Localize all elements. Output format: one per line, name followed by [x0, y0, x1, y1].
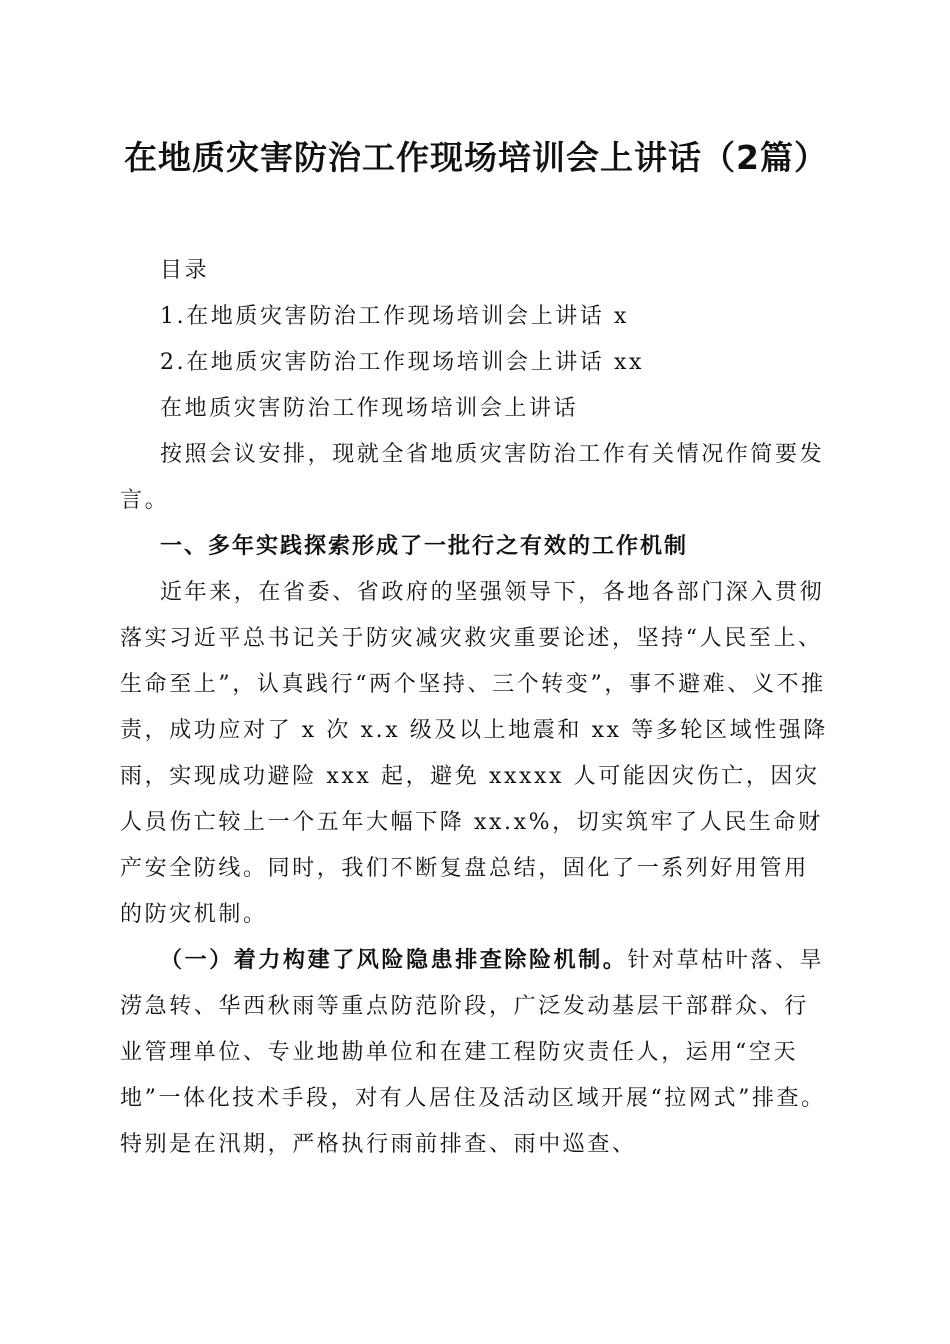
section-1-heading: 一、多年实践探索形成了一批行之有效的工作机制	[160, 534, 689, 559]
toc-item-2: 2.在地质灾害防治工作现场培训会上讲话 xx	[160, 350, 644, 375]
subsection-1-lead: （一）着力构建了风险隐患排查除险机制。	[160, 948, 628, 973]
speech-title: 在地质灾害防治工作现场培训会上讲话	[160, 396, 579, 421]
document-title: 在地质灾害防治工作现场培训会上讲话（2篇）	[124, 138, 828, 177]
document-body	[120, 248, 832, 1168]
toc-label: 目录	[160, 258, 210, 283]
intro-paragraph: 按照会议安排，现就全省地质灾害防治工作有关情况作简要发言。	[120, 442, 825, 513]
section-1-paragraph: 近年来，在省委、省政府的坚强领导下，各地各部门深入贯彻落实习近平总书记关于防灾减灾救灾重要论述，坚持“人民至上、生命至上”，认真践行“两个坚持、三个转变”，事不避难、义不推责，成功应对了 x 次 x.x 级及以上地震和 xx 等多轮区域性强降雨，实现成功避险 xxx 起，避免 xxxxx 人可能因灾伤亡，因灾人员伤亡较上一个五年大幅下降 xx.x%，切实筑牢了人民生命财产安全防线。同时，我们不断复盘总结，固化了一系列好用管用的防灾机制。	[120, 580, 828, 927]
toc-item-1: 1.在地质灾害防治工作现场培训会上讲话 x	[160, 304, 629, 329]
subsection-1-text: 针对草枯叶落、旱涝急转、华西秋雨等重点防范阶段，广泛发动基层干部群众、行业管理单位、专业地勘单位和在建工程防灾责任人，运用“空天地”一体化技术手段，对有人居住及活动区域开展“拉网式”排查。特别是在汛期，严格执行雨前排查、雨中巡查、	[120, 948, 826, 1157]
subsection-1-paragraph	[120, 938, 832, 1168]
